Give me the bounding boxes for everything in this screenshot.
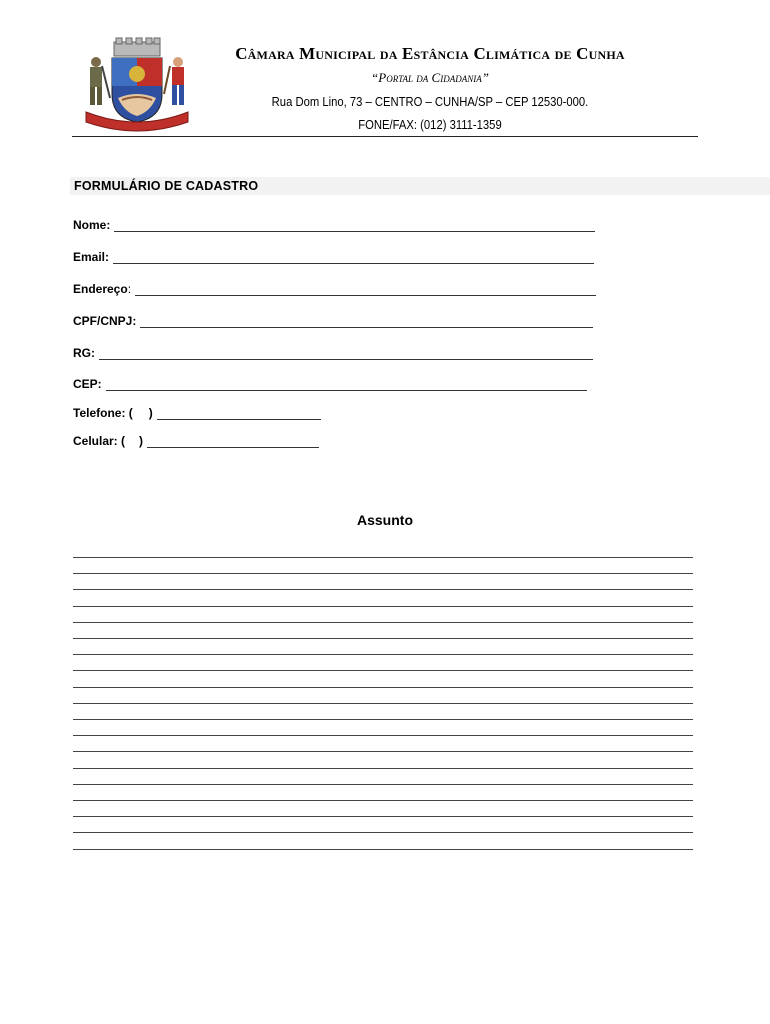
assunto-title: Assunto <box>357 512 413 528</box>
assunto-line[interactable] <box>73 670 693 671</box>
institution-subtitle: “Portal da Cidadania” <box>371 70 489 85</box>
field-endereco <box>73 282 596 296</box>
field-telefone-label: Telefone: ( <box>73 406 133 420</box>
municipal-coat-of-arms-icon <box>80 36 194 134</box>
assunto-line[interactable] <box>73 816 693 817</box>
assunto-line[interactable] <box>73 638 693 639</box>
field-endereco-colon: : <box>127 282 132 296</box>
field-cep-label: CEP: <box>73 377 102 391</box>
field-rg-line[interactable] <box>99 349 593 360</box>
assunto-line[interactable] <box>73 687 693 688</box>
assunto-line[interactable] <box>73 768 693 769</box>
field-celular-line[interactable] <box>147 437 319 448</box>
field-celular-label: Celular: ( <box>73 434 126 448</box>
field-cpf-cnpj-label: CPF/CNPJ: <box>73 314 137 328</box>
field-cpf-cnpj-line[interactable] <box>140 317 593 328</box>
assunto-line[interactable] <box>73 735 693 736</box>
assunto-line[interactable] <box>73 622 693 623</box>
assunto-line[interactable] <box>73 606 693 607</box>
field-cep-line[interactable] <box>106 380 587 391</box>
field-email-line[interactable] <box>113 253 594 264</box>
field-nome-line[interactable] <box>114 221 595 232</box>
soldier-figure <box>90 57 110 105</box>
field-email <box>73 250 594 264</box>
assunto-line[interactable] <box>73 800 693 801</box>
assunto-line[interactable] <box>73 557 693 558</box>
assunto-line[interactable] <box>73 849 693 850</box>
field-nome <box>73 218 595 232</box>
assunto-line[interactable] <box>73 719 693 720</box>
field-email-label: Email: <box>73 250 110 264</box>
assunto-line[interactable] <box>73 751 693 752</box>
assunto-line[interactable] <box>73 573 693 574</box>
form-section-title: FORMULÁRIO DE CADASTRO <box>74 179 259 193</box>
document-header <box>0 0 770 140</box>
field-celular-close-paren: ) <box>139 434 144 448</box>
field-cpf-cnpj <box>73 314 593 328</box>
field-endereco-line[interactable] <box>135 285 596 296</box>
field-rg <box>73 346 593 360</box>
institution-title: Câmara Municipal da Estância Climática de Cunha <box>235 44 625 63</box>
field-endereco-label: Endereço <box>73 282 128 296</box>
farmer-figure <box>164 57 184 105</box>
mural-crown <box>114 38 160 56</box>
header-divider <box>72 136 698 137</box>
field-nome-label: Nome: <box>73 218 111 232</box>
shield <box>112 58 162 122</box>
field-telefone-close-paren: ) <box>148 406 153 420</box>
field-cep <box>73 377 587 391</box>
institution-address: Rua Dom Lino, 73 – CENTRO – CUNHA/SP – CEP 12530-000. <box>271 95 589 109</box>
assunto-line[interactable] <box>73 654 693 655</box>
field-telefone-line[interactable] <box>157 409 321 420</box>
assunto-line[interactable] <box>73 589 693 590</box>
assunto-line[interactable] <box>73 703 693 704</box>
assunto-line[interactable] <box>73 832 693 833</box>
field-celular <box>73 434 319 448</box>
assunto-line[interactable] <box>73 784 693 785</box>
field-rg-label: RG: <box>73 346 95 360</box>
field-telefone <box>73 406 321 420</box>
institution-phone: FONE/FAX: (012) 3111-1359 <box>358 118 502 132</box>
